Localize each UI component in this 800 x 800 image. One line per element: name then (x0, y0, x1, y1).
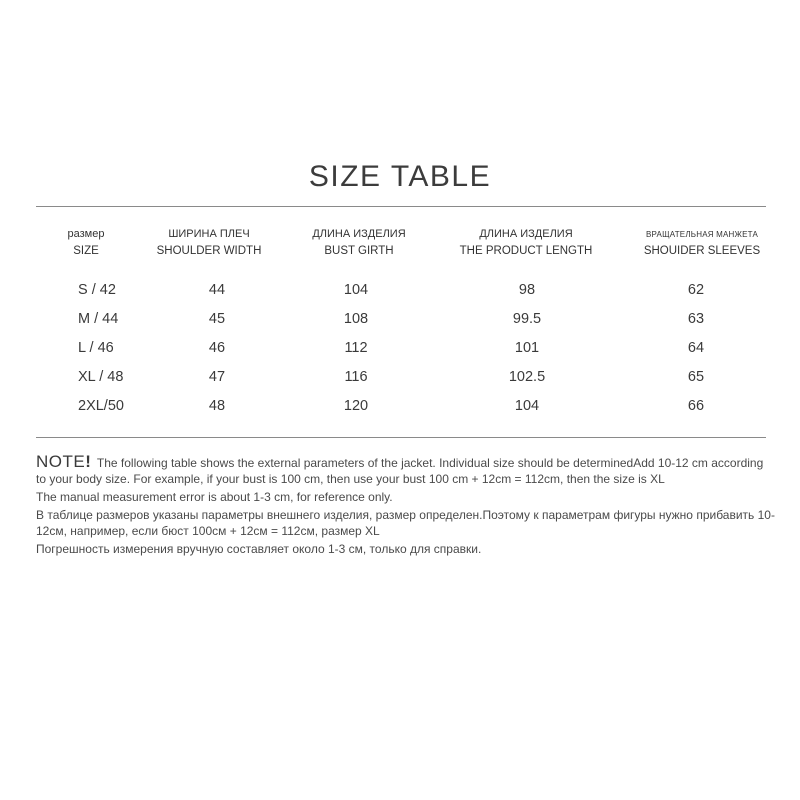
header-bust-girth-en: BUST GIRTH (324, 245, 394, 257)
header-shoulder-width-en: SHOULDER WIDTH (156, 245, 262, 257)
cell-product-length: 104 (514, 398, 540, 414)
header-shoulder-sleeves-ru: ВРАЩАТЕЛЬНАЯ МАНЖЕТА (646, 230, 758, 239)
table-row (0, 282, 800, 311)
note-exclamation: ! (85, 452, 91, 471)
header-product-length-ru: ДЛИНА ИЗДЕЛИЯ (479, 228, 573, 240)
note-line-2: The manual measurement error is about 1-3 cm, for reference only. (36, 490, 393, 504)
cell-shoulder-sleeves: 66 (687, 398, 705, 414)
cell-size: XL / 48 (78, 369, 124, 385)
cell-size: 2XL/50 (78, 398, 124, 414)
note-line-1 (36, 454, 776, 487)
cell-shoulder-sleeves: 65 (687, 369, 705, 385)
cell-product-length: 101 (514, 340, 540, 356)
cell-bust-girth: 104 (343, 282, 369, 298)
cell-shoulder-width: 45 (208, 311, 226, 327)
header-size (68, 226, 105, 260)
header-size-ru: размер (67, 228, 105, 240)
cell-bust-girth: 116 (344, 369, 368, 385)
header-shoulder-sleeves (644, 226, 760, 260)
cell-bust-girth: 120 (343, 398, 369, 414)
cell-product-length: 99.5 (512, 311, 542, 327)
cell-product-length: 98 (518, 282, 536, 298)
header-bust-girth-ru: ДЛИНА ИЗДЕЛИЯ (312, 228, 406, 240)
header-bust-girth (312, 226, 405, 260)
cell-shoulder-width: 44 (208, 282, 226, 298)
cell-bust-girth: 108 (343, 311, 369, 327)
table-row (0, 311, 800, 340)
cell-size: M / 44 (78, 311, 119, 327)
header-shoulder-width (157, 226, 262, 260)
header-product-length (460, 226, 593, 260)
header-size-en: SIZE (73, 245, 99, 257)
table-row (0, 369, 800, 398)
cell-product-length: 102.5 (508, 369, 546, 385)
cell-shoulder-width: 47 (208, 369, 226, 385)
note-label: NOTE (36, 452, 86, 471)
notes-section (36, 454, 776, 557)
note-text-en: The following table shows the external parameters of the jacket. Individual size should be determinedAdd 10-12 cm according to your body size. For example, if your bust is 100 cm, then use your bust 100 cm + 12cm = 112cm, then the size is XL (36, 456, 764, 486)
table-row (0, 340, 800, 369)
top-divider (36, 206, 766, 207)
header-shoulder-width-ru: ШИРИНА ПЛЕЧ (168, 228, 250, 240)
note-line-4: Погрешность измерения вручную составляет около 1-3 см, только для справки. (36, 542, 482, 556)
bottom-divider (36, 437, 766, 438)
header-product-length-en: THE PRODUCT LENGTH (459, 245, 593, 257)
table-row (0, 398, 800, 427)
note-line-3: В таблице размеров указаны параметры внешнего изделия, размер определен.Поэтому к параметрам фигуры нужно прибавить 10-12см, например, если бюст 100см + 12см = 112см, размер XL (36, 508, 775, 538)
cell-shoulder-width: 46 (208, 340, 226, 356)
cell-shoulder-sleeves: 62 (687, 282, 705, 298)
cell-shoulder-width: 48 (208, 398, 226, 414)
cell-size: L / 46 (78, 340, 114, 356)
cell-shoulder-sleeves: 63 (687, 311, 705, 327)
cell-size: S / 42 (78, 282, 116, 298)
page-title: SIZE TABLE (308, 160, 492, 193)
cell-bust-girth: 112 (344, 340, 368, 356)
header-shoulder-sleeves-en: SHOUIDER SLEEVES (643, 245, 761, 257)
cell-shoulder-sleeves: 64 (687, 340, 705, 356)
